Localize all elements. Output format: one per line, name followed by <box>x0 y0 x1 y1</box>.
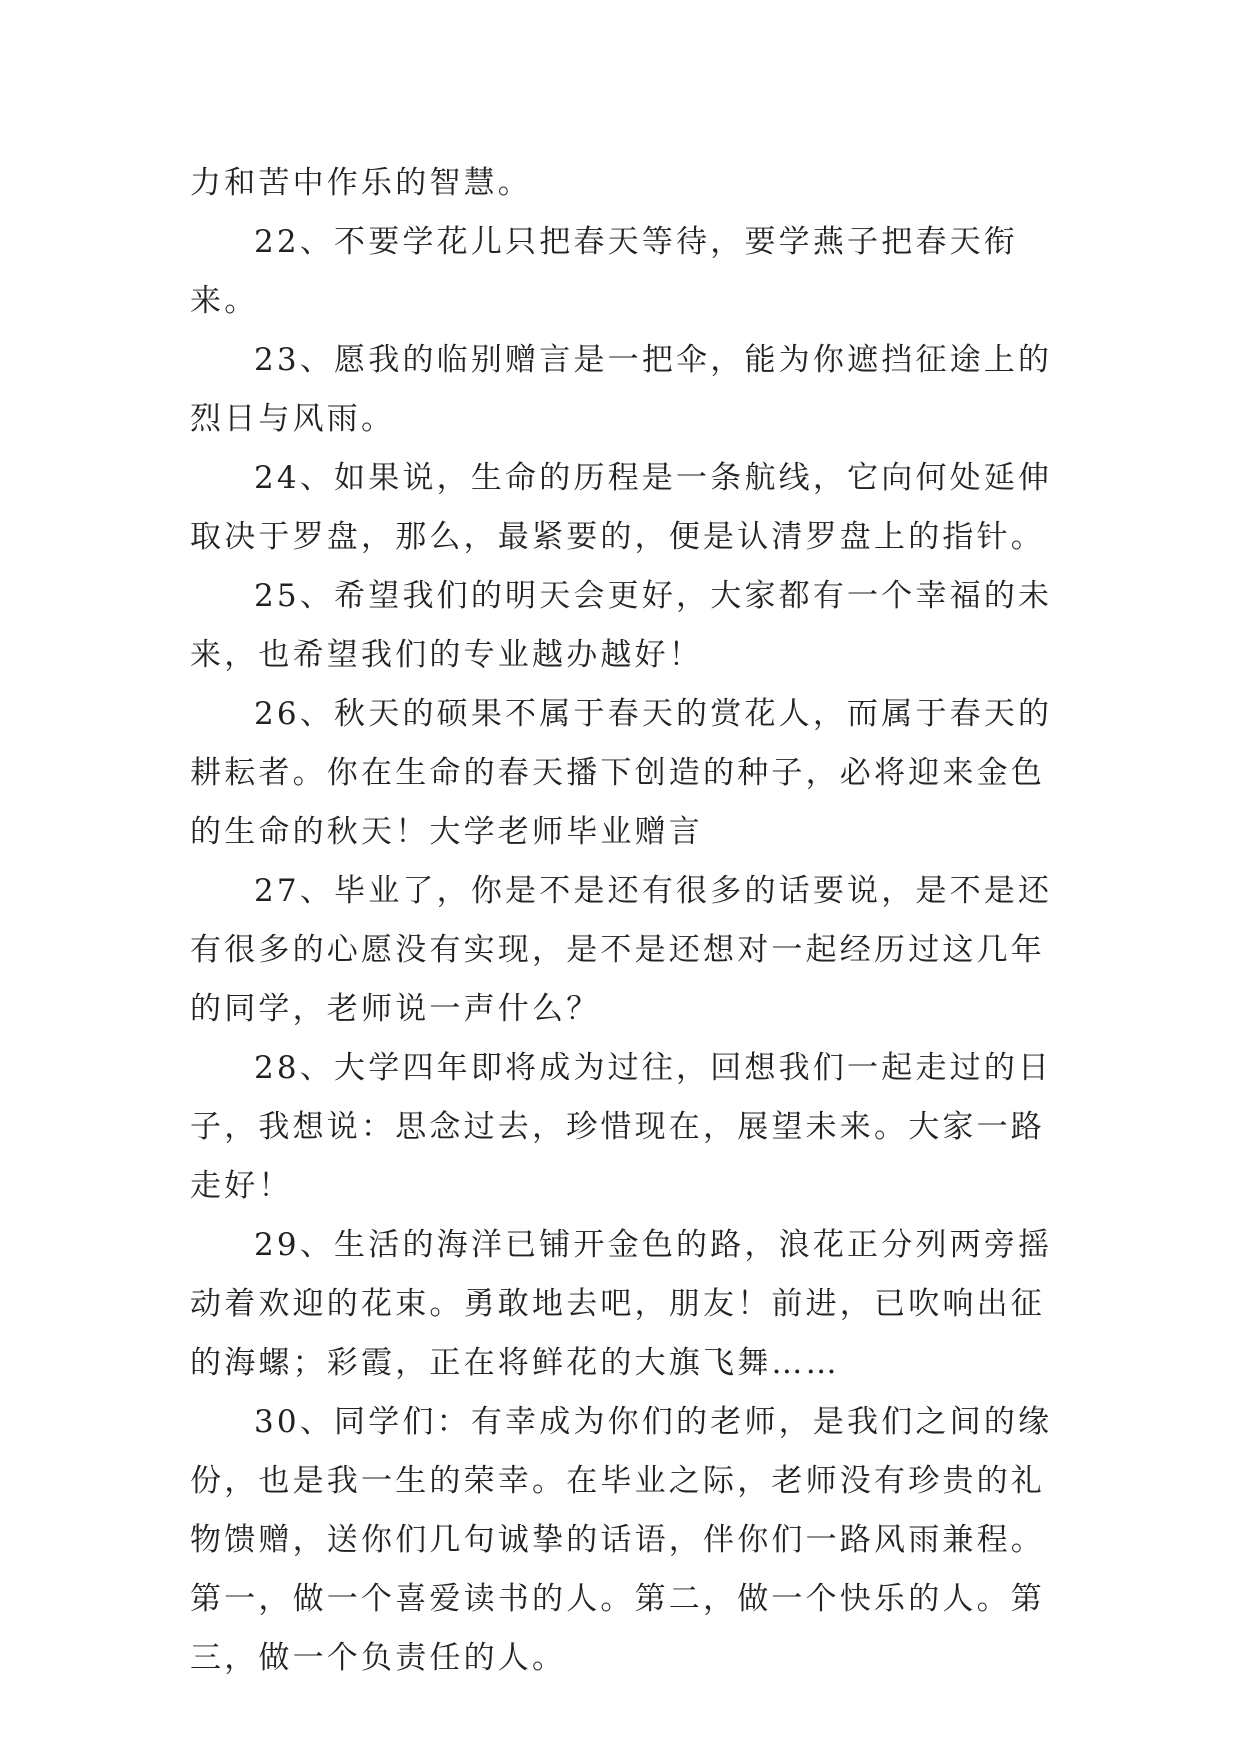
paragraph-item-24: 24、如果说，生命的历程是一条航线，它向何处延伸取决于罗盘，那么，最紧要的，便是认清罗盘上的指针。 <box>190 460 1053 555</box>
paragraph-item-26: 26、秋天的硕果不属于春天的赏花人，而属于春天的耕耘者。你在生命的春天播下创造的种子，必将迎来金色的生命的秋天！大学老师毕业赠言 <box>190 696 1053 850</box>
paragraph-item-25: 25、希望我们的明天会更好，大家都有一个幸福的未来，也希望我们的专业越办越好！ <box>190 578 1053 673</box>
paragraph-item-22: 22、不要学花儿只把春天等待，要学燕子把春天衔来。 <box>190 224 1019 319</box>
paragraph-continuation: 力和苦中作乐的智慧。 <box>190 165 532 201</box>
document-body <box>190 154 1070 1688</box>
paragraph-item-29: 29、生活的海洋已铺开金色的路，浪花正分列两旁摇动着欢迎的花束。勇敢地去吧，朋友！前进，已吹响出征的海螺；彩霞，正在将鲜花的大旗飞舞…… <box>190 1227 1053 1381</box>
paragraph-item-30: 30、同学们：有幸成为你们的老师，是我们之间的缘份，也是我一生的荣幸。在毕业之际，老师没有珍贵的礼物馈赠，送你们几句诚挚的话语，伴你们一路风雨兼程。第一，做一个喜爱读书的人。第二，做一个快乐的人。第三，做一个负责任的人。 <box>190 1404 1053 1676</box>
paragraph-item-28: 28、大学四年即将成为过往，回想我们一起走过的日子，我想说：思念过去，珍惜现在，展望未来。大家一路走好！ <box>190 1050 1053 1204</box>
paragraph-item-23: 23、愿我的临别赠言是一把伞，能为你遮挡征途上的烈日与风雨。 <box>190 342 1053 437</box>
paragraph-item-27: 27、毕业了，你是不是还有很多的话要说，是不是还有很多的心愿没有实现，是不是还想对一起经历过这几年的同学，老师说一声什么？ <box>190 873 1053 1027</box>
